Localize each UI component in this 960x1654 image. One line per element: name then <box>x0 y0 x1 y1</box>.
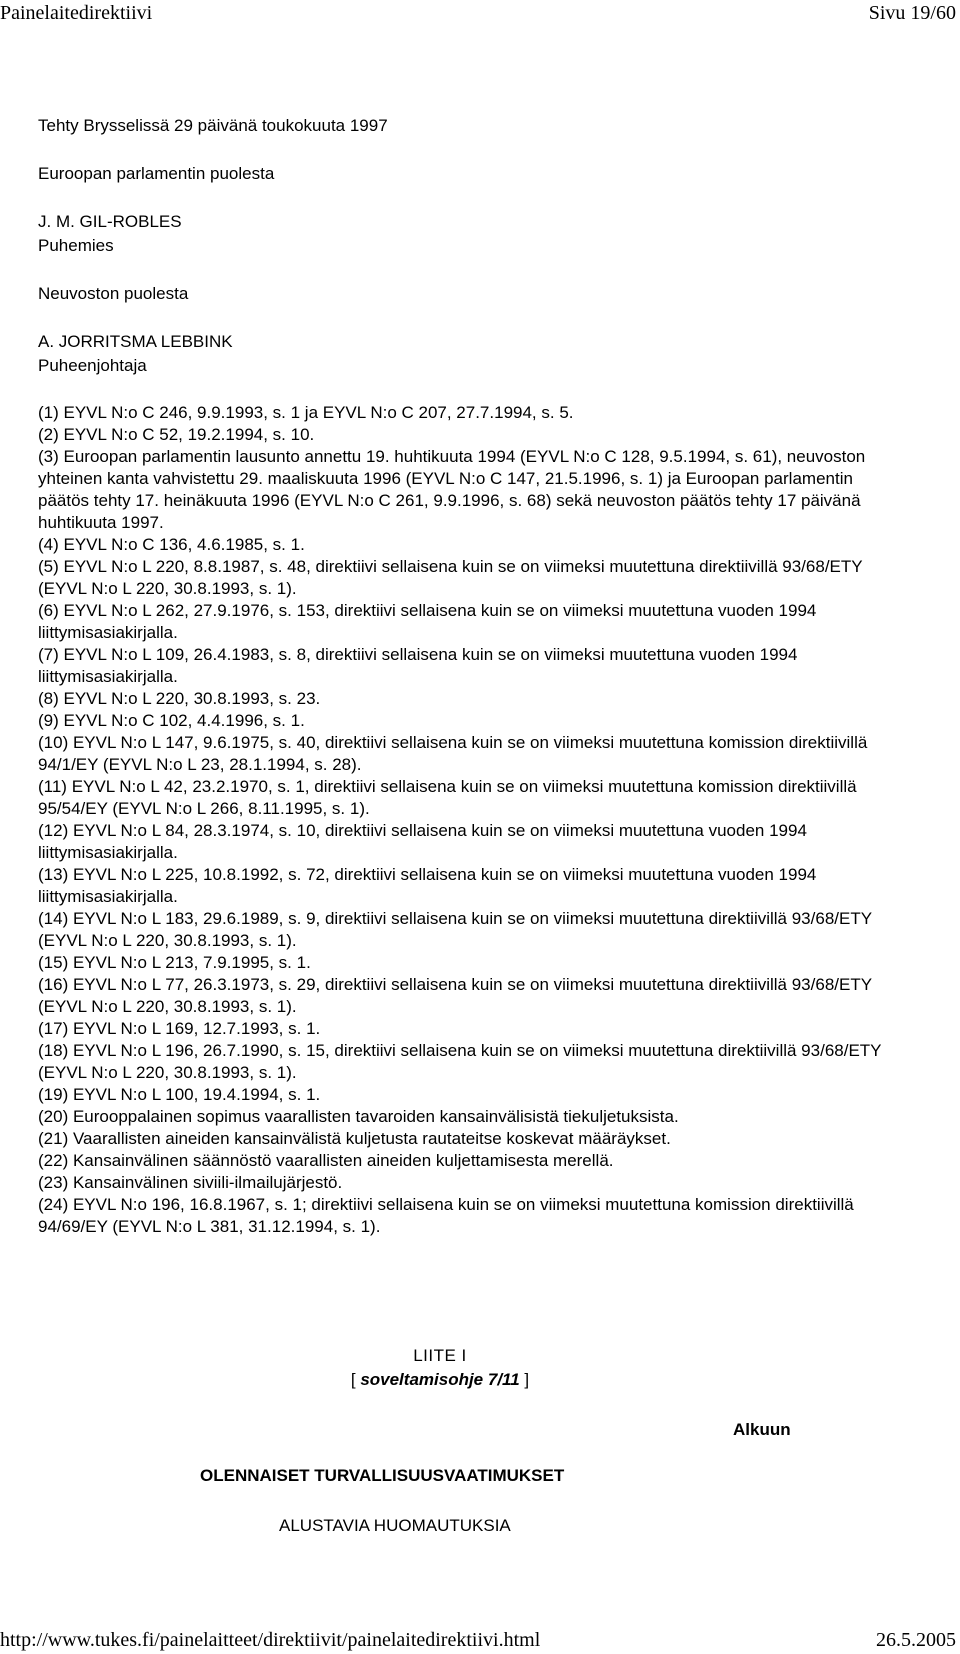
footnote: (23) Kansainvälinen siviili-ilmailujärjestö. <box>38 1173 343 1192</box>
footnote: (13) EYVL N:o L 225, 10.8.1992, s. 72, direktiivi sellaisena kuin se on viimeksi muutettuna vuoden 1994 liittymisasiakirjalla. <box>38 865 817 906</box>
footnote: (6) EYVL N:o L 262, 27.9.1976, s. 153, direktiivi sellaisena kuin se on viimeksi muutettuna vuoden 1994 liittymisasiakirjalla. <box>38 601 817 642</box>
footnote: (16) EYVL N:o L 77, 26.3.1973, s. 29, direktiivi sellaisena kuin se on viimeksi muutettuna direktiivillä 93/68/ETY (EYVL N:o L 220, 30.8.1993, s. 1). <box>38 975 872 1016</box>
footnote: (24) EYVL N:o 196, 16.8.1967, s. 1; direktiivi sellaisena kuin se on viimeksi muutettuna komission direktiivillä 94/69/EY (EYVL N:o L 381, 31.12.1994, s. 1). <box>38 1195 854 1236</box>
footnote: (12) EYVL N:o L 84, 28.3.1974, s. 10, direktiivi sellaisena kuin se on viimeksi muutettuna vuoden 1994 liittymisasiakirjalla. <box>38 821 807 862</box>
section-subheading: ALUSTAVIA HUOMAUTUKSIA <box>279 1516 511 1535</box>
page-header <box>0 0 960 28</box>
signature-council-name: A. JORRITSMA LEBBINK <box>38 332 233 351</box>
footnote: (21) Vaarallisten aineiden kansainvälistä kuljetusta rautateitse koskevat määräykset. <box>38 1129 671 1148</box>
document-title: Painelaitedirektiivi <box>0 2 153 24</box>
signature-council-role: Puheenjohtaja <box>38 356 147 375</box>
signature-ep-for: Euroopan parlamentin puolesta <box>38 164 275 183</box>
footnote: (2) EYVL N:o C 52, 19.2.1994, s. 10. <box>38 425 315 444</box>
page-number: Sivu 19/60 <box>868 2 956 24</box>
footer-date: 26.5.2005 <box>876 1629 956 1651</box>
footnote: (9) EYVL N:o C 102, 4.4.1996, s. 1. <box>38 711 305 730</box>
page-footer <box>0 1626 960 1654</box>
footnote: (3) Euroopan parlamentin lausunto annettu 19. huhtikuuta 1994 (EYVL N:o C 128, 9.5.1994, s. 61), neuvoston yhteinen kanta vahvistettu 29. maaliskuuta 1996 (EYVL N:o C 147, 21.5.1996, s. 1) ja Euroopan parlamentin päätös tehty 17. heinäkuuta 1996 (EYVL N:o C 261, 9.9.1996, s. 68) sekä neuvoston päätös tehty 17 päivänä huhtikuuta 1997. <box>38 447 866 532</box>
footnote: (22) Kansainvälinen säännöstö vaarallisten aineiden kuljettamisesta merellä. <box>38 1151 614 1170</box>
footnote: (20) Eurooppalainen sopimus vaarallisten tavaroiden kansainvälisistä tiekuljetuksista. <box>38 1107 679 1126</box>
footnote: (5) EYVL N:o L 220, 8.8.1987, s. 48, direktiivi sellaisena kuin se on viimeksi muutettuna direktiivillä 93/68/ETY (EYVL N:o L 220, 30.8.1993, s. 1). <box>38 557 863 598</box>
guide-link[interactable]: soveltamisohje 7/11 <box>360 1370 520 1389</box>
footnote: (10) EYVL N:o L 147, 9.6.1975, s. 40, direktiivi sellaisena kuin se on viimeksi muutettuna komission direktiivillä 94/1/EY (EYVL N:o L 23, 28.1.1994, s. 28). <box>38 733 868 774</box>
footnote: (11) EYVL N:o L 42, 23.2.1970, s. 1, direktiivi sellaisena kuin se on viimeksi muutettuna komission direktiivillä 95/54/EY (EYVL N:o L 266, 8.11.1995, s. 1). <box>38 777 857 818</box>
bracket-open: [ <box>350 1370 361 1389</box>
signature-ep-role: Puhemies <box>38 236 114 255</box>
footnote: (15) EYVL N:o L 213, 7.9.1995, s. 1. <box>38 953 311 972</box>
bracket-close: ] <box>519 1370 530 1389</box>
document-body <box>38 114 908 1238</box>
footnote: (14) EYVL N:o L 183, 29.6.1989, s. 9, direktiivi sellaisena kuin se on viimeksi muutettuna direktiivillä 93/68/ETY (EYVL N:o L 220, 30.8.1993, s. 1). <box>38 909 872 950</box>
footnote: (1) EYVL N:o C 246, 9.9.1993, s. 1 ja EYVL N:o C 207, 27.7.1994, s. 5. <box>38 403 574 422</box>
annex-title: LIITE I <box>413 1346 467 1365</box>
signature-place-date: Tehty Brysselissä 29 päivänä toukokuuta 1997 <box>38 116 388 135</box>
signature-council-for: Neuvoston puolesta <box>38 284 189 303</box>
back-to-top-link[interactable]: Alkuun <box>733 1420 791 1439</box>
footnote: (18) EYVL N:o L 196, 26.7.1990, s. 15, direktiivi sellaisena kuin se on viimeksi muutettuna direktiivillä 93/68/ETY (EYVL N:o L 220, 30.8.1993, s. 1). <box>38 1041 882 1082</box>
signature-ep-name: J. M. GIL-ROBLES <box>38 212 182 231</box>
footnote: (8) EYVL N:o L 220, 30.8.1993, s. 23. <box>38 689 321 708</box>
annex-header <box>0 1344 880 1392</box>
footnote: (19) EYVL N:o L 100, 19.4.1994, s. 1. <box>38 1085 321 1104</box>
annex-guide-reference <box>0 1368 880 1392</box>
footnote: (4) EYVL N:o C 136, 4.6.1985, s. 1. <box>38 535 305 554</box>
section-heading: OLENNAISET TURVALLISUUSVAATIMUKSET <box>200 1466 565 1485</box>
footnote-list <box>38 402 908 1238</box>
footer-url: http://www.tukes.fi/painelaitteet/direktiivit/painelaitedirektiivi.html <box>0 1629 541 1651</box>
footnote: (7) EYVL N:o L 109, 26.4.1983, s. 8, direktiivi sellaisena kuin se on viimeksi muutettuna vuoden 1994 liittymisasiakirjalla. <box>38 645 798 686</box>
footnote: (17) EYVL N:o L 169, 12.7.1993, s. 1. <box>38 1019 321 1038</box>
